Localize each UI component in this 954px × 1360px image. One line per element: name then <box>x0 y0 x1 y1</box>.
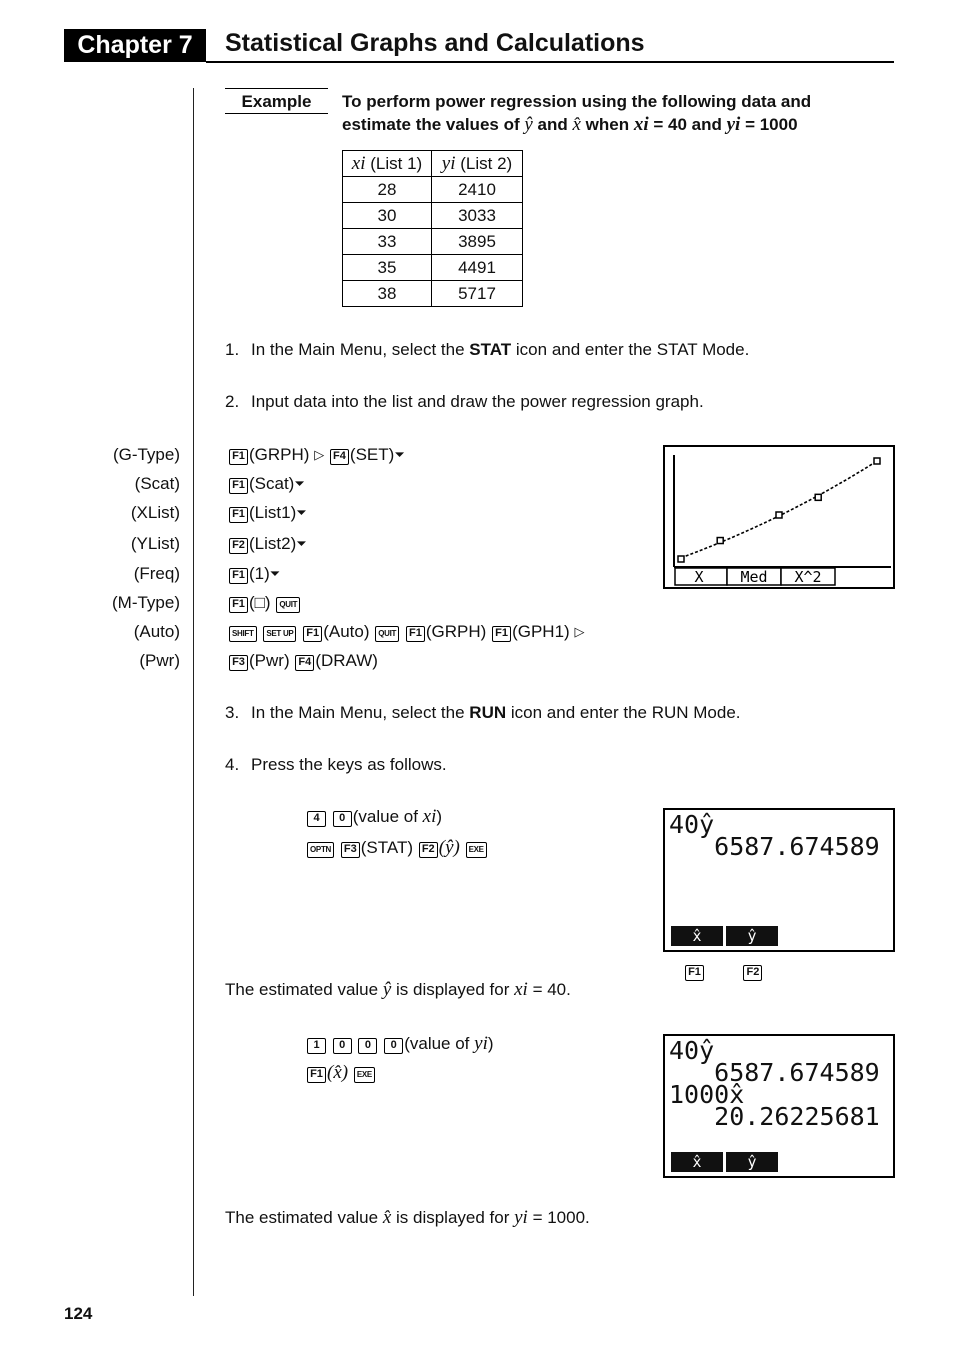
exe-key: EXE <box>466 842 487 858</box>
step-text: icon and enter the STAT Mode. <box>515 340 750 359</box>
zero-key: 0 <box>358 1038 377 1054</box>
table-cell: 3895 <box>432 229 523 255</box>
chapter-title: Statistical Graphs and Calculations <box>225 29 645 57</box>
table-cell: 4491 <box>432 255 523 281</box>
key-text: (Scat) <box>249 474 295 493</box>
side-label: (Scat) <box>134 474 180 493</box>
softkey-xhat: x̂ <box>671 926 723 946</box>
example-text: estimate the values of <box>342 115 520 134</box>
yi-var: yi <box>514 1207 528 1228</box>
table-cell: 30 <box>343 203 432 229</box>
side-label: (G-Type) <box>112 445 180 464</box>
yi-var: yi <box>474 1033 488 1054</box>
data-point <box>776 512 782 518</box>
example-text: = 1000 <box>745 115 798 134</box>
data-point <box>678 556 684 562</box>
lcd-line: 6587.674589 <box>669 832 880 861</box>
step-number: 1. <box>225 340 240 359</box>
key-line-4 <box>228 533 307 555</box>
key-text: (ŷ) <box>438 837 460 858</box>
lcd-line: 40ŷ <box>669 810 715 839</box>
key-text: (Auto) <box>323 622 370 641</box>
step-number: 3. <box>225 703 240 722</box>
key-text: (value of <box>404 1034 470 1053</box>
key-text: (value of <box>352 807 418 826</box>
side-label: (Freq) <box>133 564 180 583</box>
f3-key: F3 <box>229 655 248 671</box>
key-text: (SET) <box>349 445 395 464</box>
key-text: (Pwr) <box>249 651 290 670</box>
xhat-symbol: x̂ <box>382 1207 392 1228</box>
table-cell: 2410 <box>432 177 523 203</box>
stat-keyword: STAT <box>469 340 512 359</box>
step-3 <box>225 702 741 724</box>
f1-key: F1 <box>303 626 322 642</box>
down-cursor-icon: ⏷ <box>394 447 405 462</box>
step-text: In the Main Menu, select the <box>251 703 465 722</box>
calc2-line-2 <box>306 1062 376 1084</box>
result-1 <box>225 979 571 1001</box>
quit-key: QUIT <box>276 597 300 613</box>
table-cell: 38 <box>343 281 432 307</box>
lcd-line: 6587.674589 <box>669 1058 880 1087</box>
key-text: (STAT) <box>360 838 414 857</box>
graph-screen <box>663 445 895 589</box>
side-label: (Pwr) <box>139 651 180 670</box>
key-line-7 <box>228 621 584 643</box>
down-cursor-icon: ⏷ <box>296 536 307 551</box>
step-number: 2. <box>225 392 240 411</box>
calc-screen-2 <box>663 1034 895 1178</box>
setup-key: SET UP <box>263 626 296 642</box>
result-text: = 1000. <box>532 1208 590 1227</box>
key-text: (x̂) <box>327 1062 349 1083</box>
table-row <box>343 177 523 203</box>
f1-key: F1 <box>307 1067 326 1083</box>
key-text: (1) <box>249 564 270 583</box>
f1-key: F1 <box>229 449 248 465</box>
example-text: = 40 and <box>653 115 722 134</box>
table-cell: 35 <box>343 255 432 281</box>
f1-key: F1 <box>229 507 248 523</box>
page-number: 124 <box>64 1304 93 1323</box>
regression-curve <box>681 461 877 558</box>
right-arrow-icon: ▷ <box>574 624 585 639</box>
side-label: (M-Type) <box>112 593 180 612</box>
xi-var: xi <box>514 979 528 1000</box>
key-text: (List2) <box>249 534 297 553</box>
table-row <box>343 229 523 255</box>
calc1-line-1 <box>306 806 442 828</box>
four-key: 4 <box>307 811 326 827</box>
down-cursor-icon: ⏷ <box>294 476 305 491</box>
f3-key: F3 <box>341 842 360 858</box>
result-text: The estimated value <box>225 980 379 999</box>
table-header: xi (List 1) <box>343 151 432 177</box>
zero-key: 0 <box>333 811 352 827</box>
f1-key: F1 <box>406 626 425 642</box>
key-line-1 <box>228 444 405 466</box>
f2-key: F2 <box>229 538 248 554</box>
table-cell: 3033 <box>432 203 523 229</box>
key-text: (GRPH) <box>249 445 310 464</box>
key-text: ) <box>436 807 443 826</box>
table-header: yi (List 2) <box>432 151 523 177</box>
step-text: Press the keys as follows. <box>251 755 447 774</box>
f2-key: F2 <box>743 965 762 981</box>
table-cell: 33 <box>343 229 432 255</box>
side-label: (YList) <box>130 534 180 553</box>
key-text: (GRPH) <box>425 622 487 641</box>
softkey-xhat: x̂ <box>671 1152 723 1172</box>
right-arrow-icon: ▷ <box>314 447 325 462</box>
xi-var: xi <box>633 114 649 135</box>
key-line-3 <box>228 502 307 524</box>
down-cursor-icon: ⏷ <box>269 566 281 581</box>
side-label: (XList) <box>130 503 180 522</box>
step-text: In the Main Menu, select the <box>251 340 465 359</box>
table-row <box>343 203 523 229</box>
key-text: (DRAW) <box>315 651 378 670</box>
result-text: is displayed for <box>396 1208 510 1227</box>
table-header-row <box>343 151 523 177</box>
softkey-yhat: ŷ <box>726 926 778 946</box>
xhat-symbol: x̂ <box>572 114 581 135</box>
xi-var: xi <box>422 806 437 827</box>
yi-var: yi <box>726 114 741 135</box>
header-rule <box>206 61 894 63</box>
lcd-line: 1000x̂ <box>669 1080 745 1109</box>
example-label: Example <box>225 88 328 114</box>
shift-key: SHIFT <box>229 626 257 642</box>
calc-screen-1 <box>663 808 895 952</box>
lcd-line: 40ŷ <box>669 1036 715 1065</box>
result-text: The estimated value <box>225 1208 379 1227</box>
zero-key: 0 <box>333 1038 352 1054</box>
key-line-5 <box>228 563 280 585</box>
regression-graph <box>665 447 893 587</box>
key-line-2 <box>228 473 305 495</box>
step-4 <box>225 754 447 776</box>
result-text: = 40. <box>532 980 571 999</box>
key-line-6 <box>228 592 301 614</box>
calc1-line-2 <box>306 837 488 859</box>
example-line-2 <box>342 113 882 136</box>
table-row <box>343 255 523 281</box>
f1-key: F1 <box>229 597 248 613</box>
step-text: icon and enter the RUN Mode. <box>510 703 741 722</box>
one-key: 1 <box>307 1038 326 1054</box>
f4-key: F4 <box>295 655 314 671</box>
table-row <box>343 281 523 307</box>
optn-key: OPTN <box>307 842 334 858</box>
key-text: (GPH1) <box>512 622 570 641</box>
exe-key: EXE <box>354 1067 375 1083</box>
step-2 <box>225 391 704 413</box>
example-line-1: To perform power regression using the following data and <box>342 92 812 111</box>
example-text: when <box>585 115 630 134</box>
f4-key: F4 <box>330 449 349 465</box>
data-point <box>717 538 723 544</box>
result-2 <box>225 1207 590 1229</box>
quit-key: QUIT <box>375 626 399 642</box>
step-number: 4. <box>225 755 240 774</box>
chapter-badge: Chapter 7 <box>64 29 206 62</box>
key-text: (□) <box>249 593 271 612</box>
yhat-symbol: ŷ <box>524 114 533 135</box>
f1-key: F1 <box>229 478 248 494</box>
data-point <box>874 458 880 464</box>
run-keyword: RUN <box>469 703 507 722</box>
f1-key: F1 <box>229 568 248 584</box>
softkey-med: Med <box>740 568 768 586</box>
lcd-line: 20.26225681 <box>669 1102 880 1131</box>
step-text: Input data into the list and draw the power regression graph. <box>251 392 704 411</box>
step-1 <box>225 339 749 361</box>
table-cell: 5717 <box>432 281 523 307</box>
yhat-symbol: ŷ <box>382 979 392 1000</box>
softkey-x2: X^2 <box>794 568 822 586</box>
key-line-8 <box>228 650 378 672</box>
f2-key: F2 <box>419 842 438 858</box>
calc2-line-1 <box>306 1033 494 1055</box>
key-text: (List1) <box>249 503 297 522</box>
f1-key: F1 <box>685 965 704 981</box>
screen-key-labels <box>684 960 763 982</box>
key-text: ) <box>487 1034 494 1053</box>
example-description <box>342 90 882 136</box>
table-cell: 28 <box>343 177 432 203</box>
margin-rule <box>193 88 194 1296</box>
down-cursor-icon: ⏷ <box>296 505 307 520</box>
data-table <box>342 150 523 307</box>
result-text: is displayed for <box>396 980 510 999</box>
softkey-yhat: ŷ <box>726 1152 778 1172</box>
example-text: and <box>537 115 568 134</box>
zero-key: 0 <box>384 1038 403 1054</box>
data-point <box>815 494 821 500</box>
f1-key: F1 <box>492 626 511 642</box>
side-label: (Auto) <box>133 622 180 641</box>
softkey-x: X <box>694 568 704 586</box>
